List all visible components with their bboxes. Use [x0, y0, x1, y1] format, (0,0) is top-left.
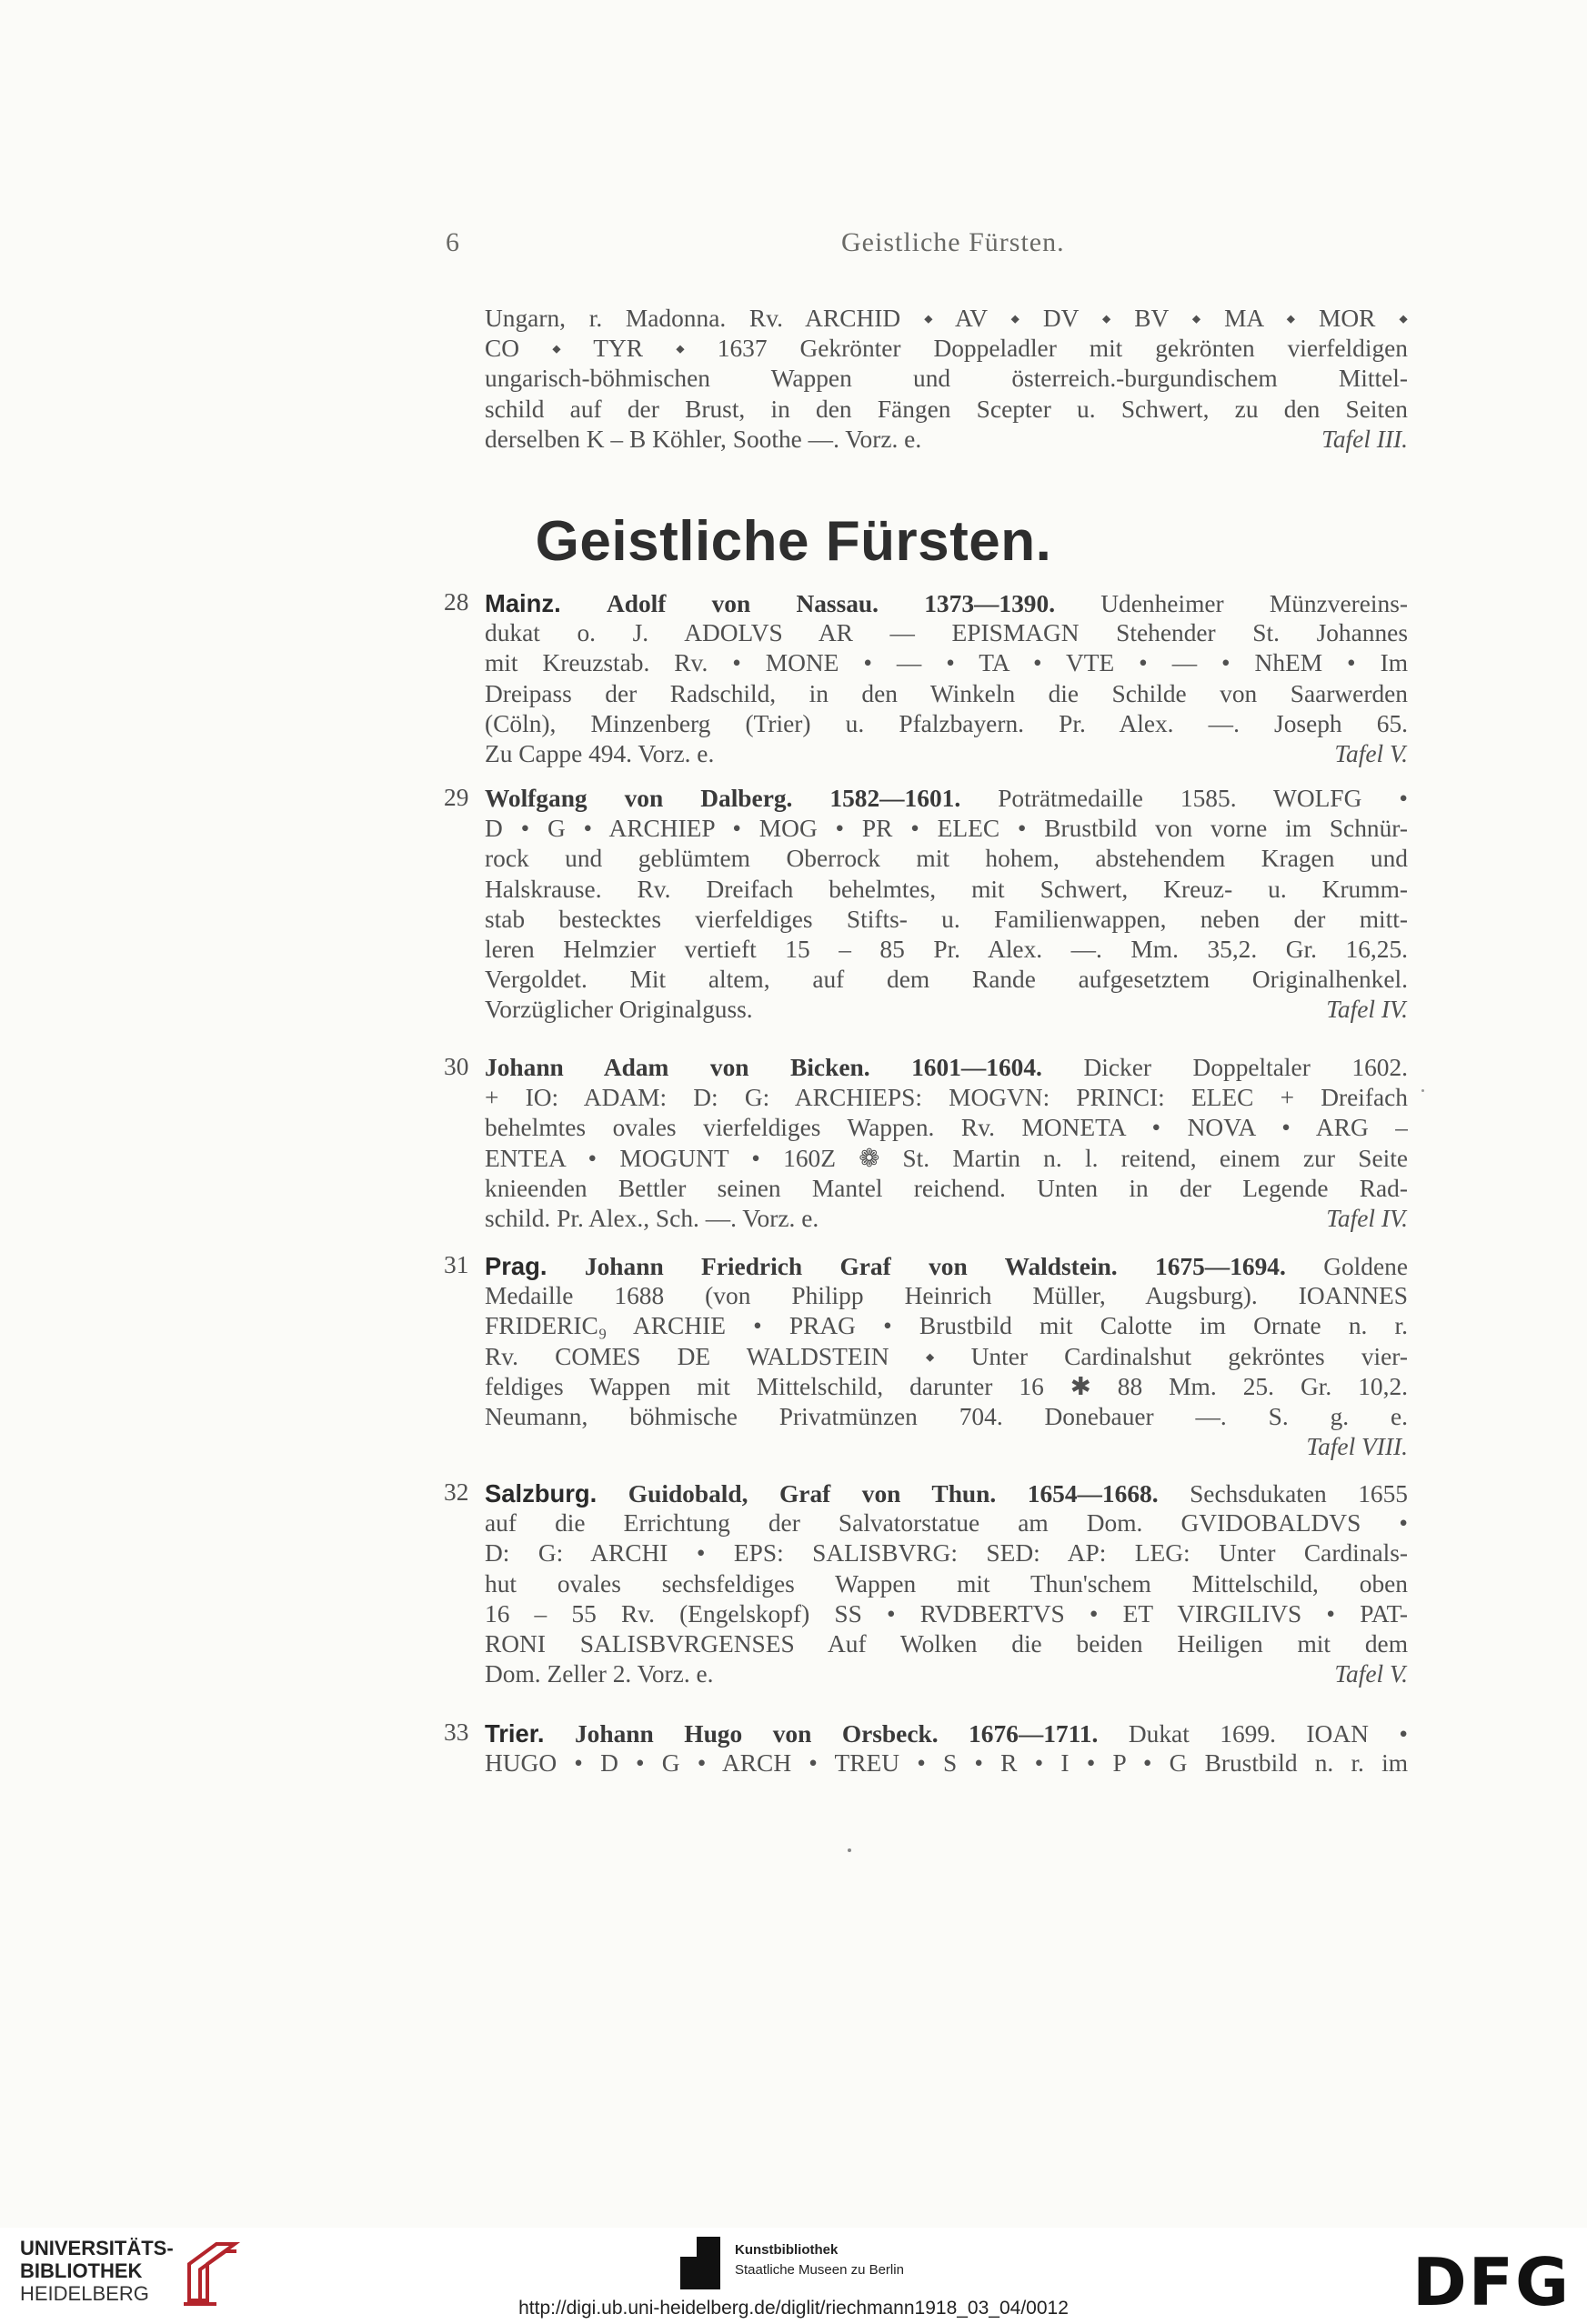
text-line: ENTEA • MOGUNT • 160Z ❁ St. Martin n. l. reitend, einem zur Seite [485, 1144, 1408, 1172]
text-line: RONI SALISBVRGENSES Auf Wolken die beiden Heiligen mit dem [485, 1629, 1408, 1658]
place-name: Mainz. [485, 589, 561, 617]
text-line: Ungarn, r. Madonna. Rv. ARCHID ⬩ AV ⬩ DV ⬩ BV ⬩ MA ⬩ MOR ⬩ [485, 305, 1408, 332]
place-name: Prag. [485, 1252, 547, 1280]
text-line-with-tafel [485, 425, 1408, 455]
text-line: Halskrause. Rv. Dreifach behelmtes, mit Schwert, Kreuz- u. Krumm- [485, 875, 1408, 903]
text-line-with-tafel [485, 1659, 1408, 1689]
tafel-reference: Tafel V. [1334, 739, 1408, 767]
kunstbibliothek-logo[interactable] [680, 2237, 953, 2300]
text-line: leren Helmzier vertieft 15 – 85 Pr. Alex. —. Mm. 35,2. Gr. 16,25. [485, 935, 1408, 963]
text-line: CO ⬩ TYR ⬩ 1637 Gekrönter Doppeladler mit gekrönten vierfeldigen [485, 335, 1408, 363]
ruler-name: Johann Friedrich Graf von Waldstein. 1675—1694. [584, 1253, 1286, 1280]
entry-body [485, 1478, 1408, 1689]
section-title: Geistliche Fürsten. [535, 510, 1052, 573]
text-line-with-tafel [485, 739, 1408, 769]
text-line: D • G • ARCHIEP • MOG • PR • ELEC • Brustbild von vorne im Schnür- [485, 815, 1408, 843]
text-line: derselben K – B Köhler, Soothe —. Vorz. e. [485, 425, 922, 453]
text-line: + IO: ADAM: D: G: ARCHIEPS: MOGVN: PRINCI: ELEC + Dreifach [485, 1084, 1408, 1112]
tafel-reference: Tafel V. [1334, 1660, 1408, 1688]
text-line-with-tafel [485, 995, 1408, 1025]
page-speck [1421, 1089, 1424, 1092]
text-line: schild. Pr. Alex., Sch. —. Vorz. e. [485, 1204, 819, 1232]
dfg-logo[interactable]: DFG [1412, 2244, 1572, 2320]
text-line: Medaille 1688 (von Philipp Heinrich Müller, Augsburg). IOANNES [485, 1282, 1408, 1310]
text-line: FRIDERIC₉ ARCHIE • PRAG • Brustbild mit Calotte im Ornate n. r. [485, 1312, 1408, 1340]
text-line: D: G: ARCHI • EPS: SALISBVRG: SED: AP: LEG: Unter Cardinals- [485, 1539, 1408, 1568]
source-url-link[interactable]: http://digi.ub.uni-heidelberg.de/diglit/riechmann1918_03_04/0012 [518, 2298, 1069, 2319]
ruler-name: Johann Hugo von Orsbeck. 1676—1711. [574, 1720, 1099, 1748]
first-line-text: Dukat 1699. IOAN • [1128, 1720, 1408, 1748]
text-line: stab bestecktes vierfeldiges Stifts- u. Familienwappen, neben der mitt- [485, 905, 1408, 933]
text-line: feldiges Wappen mit Mittelschild, darunter 16 ✱ 88 Mm. 25. Gr. 10,2. [485, 1372, 1408, 1400]
entry-number: 28 [444, 588, 469, 616]
entry-body [485, 1053, 1408, 1234]
entry-number: 32 [444, 1478, 469, 1506]
first-line-text: Poträtmedaille 1585. WOLFG • [998, 785, 1408, 812]
text-line: schild auf der Brust, in den Fängen Scepter u. Schwert, zu den Seiten [485, 395, 1408, 423]
entry-number: 30 [444, 1053, 469, 1080]
text-line: Vorzüglicher Originalguss. [485, 996, 753, 1024]
text-line: dukat o. J. ADOLVS AR — EPISMAGN Stehender St. Johannes [485, 619, 1408, 647]
ruler-name: Wolfgang von Dalberg. 1582—1601. [485, 785, 961, 812]
entry-first-line [485, 1053, 1408, 1083]
first-line-text: Goldene [1323, 1253, 1408, 1280]
ruler-name: Johann Adam von Bicken. 1601—1604. [485, 1054, 1042, 1081]
entry-first-line [485, 1718, 1408, 1748]
text-line: Dom. Zeller 2. Vorz. e. [485, 1660, 714, 1688]
text-line: hut ovales sechsfeldiges Wappen mit Thun'schem Mittelschild, oben [485, 1569, 1408, 1598]
text-line: Vergoldet. Mit altem, auf dem Rande aufgesetztem Originalhenkel. [485, 966, 1408, 994]
entry-body [485, 588, 1408, 769]
entry-body [485, 1251, 1408, 1462]
page-speck [848, 1848, 851, 1852]
text-line: behelmtes ovales vierfeldiges Wappen. Rv. MONETA • NOVA • ARG – [485, 1114, 1408, 1142]
entry-first-line [485, 588, 1408, 618]
first-line-text: Udenheimer Münzvereins- [1100, 590, 1408, 617]
entry-body [485, 784, 1408, 1026]
kb-title: Kunstbibliothek [735, 2242, 839, 2258]
kunstbibliothek-text [735, 2240, 904, 2280]
entry-body [485, 1718, 1408, 1778]
text-line: auf die Errichtung der Salvatorstatue am Dom. GVIDOBALDVS • [485, 1509, 1408, 1538]
text-line: Rv. COMES DE WALDSTEIN ⬩ Unter Cardinalshut gekröntes vier- [485, 1342, 1408, 1370]
text-line: Neumann, böhmische Privatmünzen 704. Donebauer —. S. g. e. [485, 1402, 1408, 1430]
entry-first-line [485, 1478, 1408, 1508]
place-name: Salzburg. [485, 1479, 598, 1508]
text-line-with-tafel [485, 1432, 1408, 1462]
text-line: knieenden Bettler seinen Mantel reichend. Unten in der Legende Rad- [485, 1174, 1408, 1202]
kunstbibliothek-mark-icon [680, 2237, 720, 2289]
text-line: rock und geblümtem Oberrock mit hohem, abstehendem Kragen und [485, 845, 1408, 873]
page-number: 6 [446, 227, 459, 257]
library-line: UNIVERSITÄTS- [20, 2237, 174, 2259]
tafel-reference: Tafel III. [1321, 425, 1408, 453]
ruler-name: Adolf von Nassau. 1373—1390. [606, 590, 1056, 617]
text-line: Dreipass der Radschild, in den Winkeln die Schilde von Saarwerden [485, 679, 1408, 707]
place-name: Trier. [485, 1719, 545, 1748]
text-line: 16 – 55 Rv. (Engelskopf) SS • RVDBERTVS • ET VIRGILIVS • PAT- [485, 1599, 1408, 1628]
entry-number: 29 [444, 784, 469, 811]
text-line: ungarisch-böhmischen Wappen und österreich.-burgundischem Mittel- [485, 365, 1408, 393]
tafel-reference: Tafel VIII. [1306, 1433, 1408, 1461]
library-line: BIBLIOTHEK [20, 2259, 143, 2282]
kb-subtitle: Staatliche Museen zu Berlin [735, 2262, 904, 2278]
entry-number: 33 [444, 1718, 469, 1746]
text-line-with-tafel [485, 1204, 1408, 1234]
intro-paragraph [485, 304, 1408, 455]
text-line: (Cöln), Minzenberg (Trier) u. Pfalzbayern. Pr. Alex. —. Joseph 65. [485, 709, 1408, 737]
entry-first-line [485, 1251, 1408, 1281]
entry-first-line [485, 784, 1408, 814]
text-line: HUGO • D • G • ARCH • TREU • S • R • I • P • G Brustbild n. r. im [485, 1749, 1408, 1778]
tafel-reference: Tafel IV. [1326, 1204, 1408, 1232]
text-line: mit Kreuzstab. Rv. • MONE • — • TA • VTE • — • NhEM • Im [485, 649, 1408, 677]
tafel-reference: Tafel IV. [1326, 996, 1408, 1024]
ruler-name: Guidobald, Graf von Thun. 1654—1668. [628, 1480, 1159, 1508]
first-line-text: Sechsdukaten 1655 [1190, 1480, 1408, 1508]
library-line: HEIDELBERG [20, 2282, 149, 2305]
entry-number: 31 [444, 1251, 469, 1278]
text-line: Zu Cappe 494. Vorz. e. [485, 739, 715, 767]
first-line-text: Dicker Doppeltaler 1602. [1083, 1054, 1408, 1081]
running-title: Geistliche Fürsten. [841, 227, 1065, 257]
